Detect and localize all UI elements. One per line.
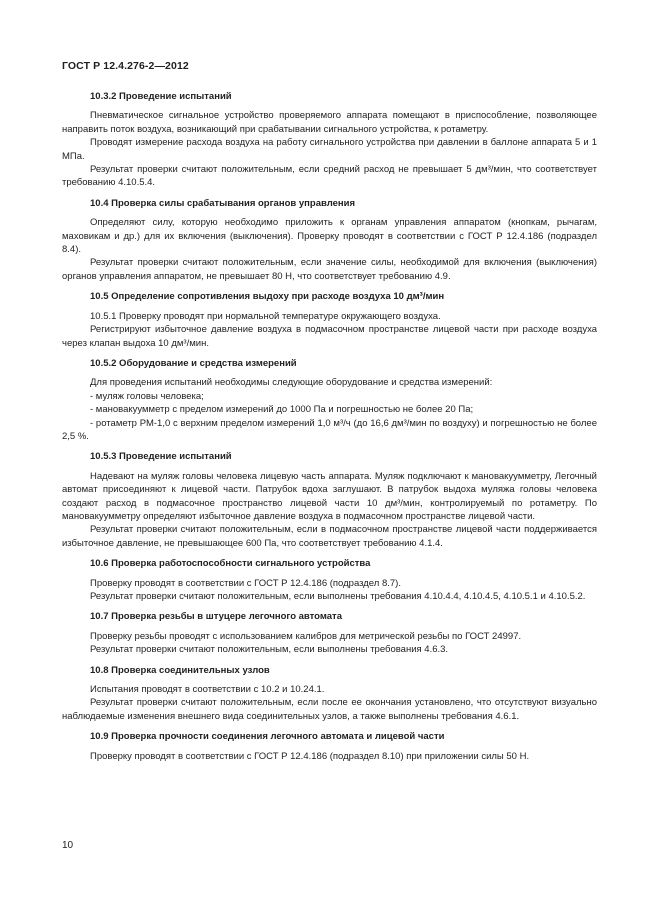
page-number: 10 [62,840,74,851]
paragraph: Проверку резьбы проводят с использованием калибров для метрической резьбы по ГОСТ 24997. [90,630,522,642]
paragraph: Результат проверки считают положительным, если значение силы, необходимой для включения (выключения) органов управления аппаратом, не превышает 80 Н, что соответствует требованию 4.9. [62,257,597,282]
section [62,90,597,190]
section-heading: 10.4 Проверка силы срабатывания органов управления [90,197,356,209]
document-code-header: ГОСТ Р 12.4.276-2—2012 [62,60,189,72]
section [62,197,597,283]
section [62,557,597,603]
paragraph: Проверку проводят в соответствии с ГОСТ Р 12.4.186 (подраздел 8.7). [90,577,401,589]
paragraph: Регистрируют избыточное давление воздуха в подмасочном пространстве лицевой части при расходе воздуха через клапан выдоха 10 дм³/мин. [62,324,597,349]
paragraph: Надевают на муляж головы человека лицевую часть аппарата. Муляж подключают к мановакуумметру, Легочный автомат присоединяют к лицевой части. Патрубок вдоха заглушают. В патрубок выдоха муляжа головы человека создают расход в подмасочное пространство лицевой части 10 дм³/мин, контролируемый по ротаметру. По мановакуумметру определяют избыточное давление воздуха в подмасочном пространстве лицевой части. [62,470,597,522]
list-item: - ротаметр РМ-1,0 с верхним пределом измерений 1,0 м³/ч (до 16,6 дм³/мин по воздуху) и погрешностью не более 2,5 %. [62,417,597,442]
section-heading: 10.9 Проверка прочности соединения легочного автомата и лицевой части [90,731,445,743]
paragraph: Результат проверки считают положительным, если после ее окончания установлено, что отсутствуют визуально наблюдаемые изменения внешнего вида соединительных узлов, а также выполнены требования 4.6.1. [62,697,597,722]
paragraph: Результат проверки считают положительным, если в подмасочном пространстве лицевой части поддерживается избыточное давление, не превышающее 600 Па, что соответствует требованию 4.1.4. [62,524,597,549]
section-heading: 10.7 Проверка резьбы в штуцере легочного автомата [90,611,342,623]
document-body [62,90,597,770]
section [62,357,597,443]
section-heading: 10.5 Определение сопротивления выдоху при расходе воздуха 10 дм³/мин [90,291,445,303]
section-heading: 10.6 Проверка работоспособности сигнального устройства [90,558,371,570]
section [62,610,597,656]
paragraph: Пневматическое сигнальное устройство проверяемого аппарата помещают в приспособление, позволяющее направить поток воздуха, возникающий при срабатывании сигнального устройства, к ротаметру. [62,110,597,135]
paragraph: Результат проверки считают положительным, если выполнены требования 4.10.4.4, 4.10.4.5, 4.10.5.1 и 4.10.5.2. [90,591,586,602]
paragraph: Проводят измерение расхода воздуха на работу сигнального устройства при давлении в баллоне аппарата 5 и 1 МПа. [62,137,597,162]
paragraph: Результат проверки считают положительным, если выполнены требования 4.6.3. [90,644,449,656]
section-heading: 10.5.2 Оборудование и средства измерений [90,357,297,369]
section [62,664,597,724]
paragraph: Проверку проводят в соответствии с ГОСТ Р 12.4.186 (подраздел 8.10) при приложении силы 50 Н. [90,750,530,762]
section-heading: 10.8 Проверка соединительных узлов [90,664,270,676]
section-heading: 10.3.2 Проведение испытаний [90,91,232,102]
section [62,450,597,550]
paragraph: Для проведения испытаний необходимы следующие оборудование и средства измерений: [90,377,493,389]
paragraph: Определяют силу, которую необходимо приложить к органам управления аппаратом (кнопкам, рычагам, маховикам и др.) для их включения (выключения). Проверку проводят в соответствии с ГОСТ Р 12.4.186 (подраздел 8.4). [62,217,597,256]
list-item: - мановакуумметр с пределом измерений до 1000 Па и погрешностью не более 20 Па; [90,404,474,416]
paragraph: 10.5.1 Проверку проводят при нормальной температуре окружающего воздуха. [90,310,441,322]
paragraph: Испытания проводят в соответствии с 10.2 и 10.24.1. [90,684,325,696]
list-item: - муляж головы человека; [90,390,204,402]
paragraph: Результат проверки считают положительным, если средний расход не превышает 5 дм³/мин, что соответствует требованию 4.10.5.4. [62,164,597,189]
section [62,730,597,763]
section-heading: 10.5.3 Проведение испытаний [90,451,232,463]
section [62,290,597,350]
